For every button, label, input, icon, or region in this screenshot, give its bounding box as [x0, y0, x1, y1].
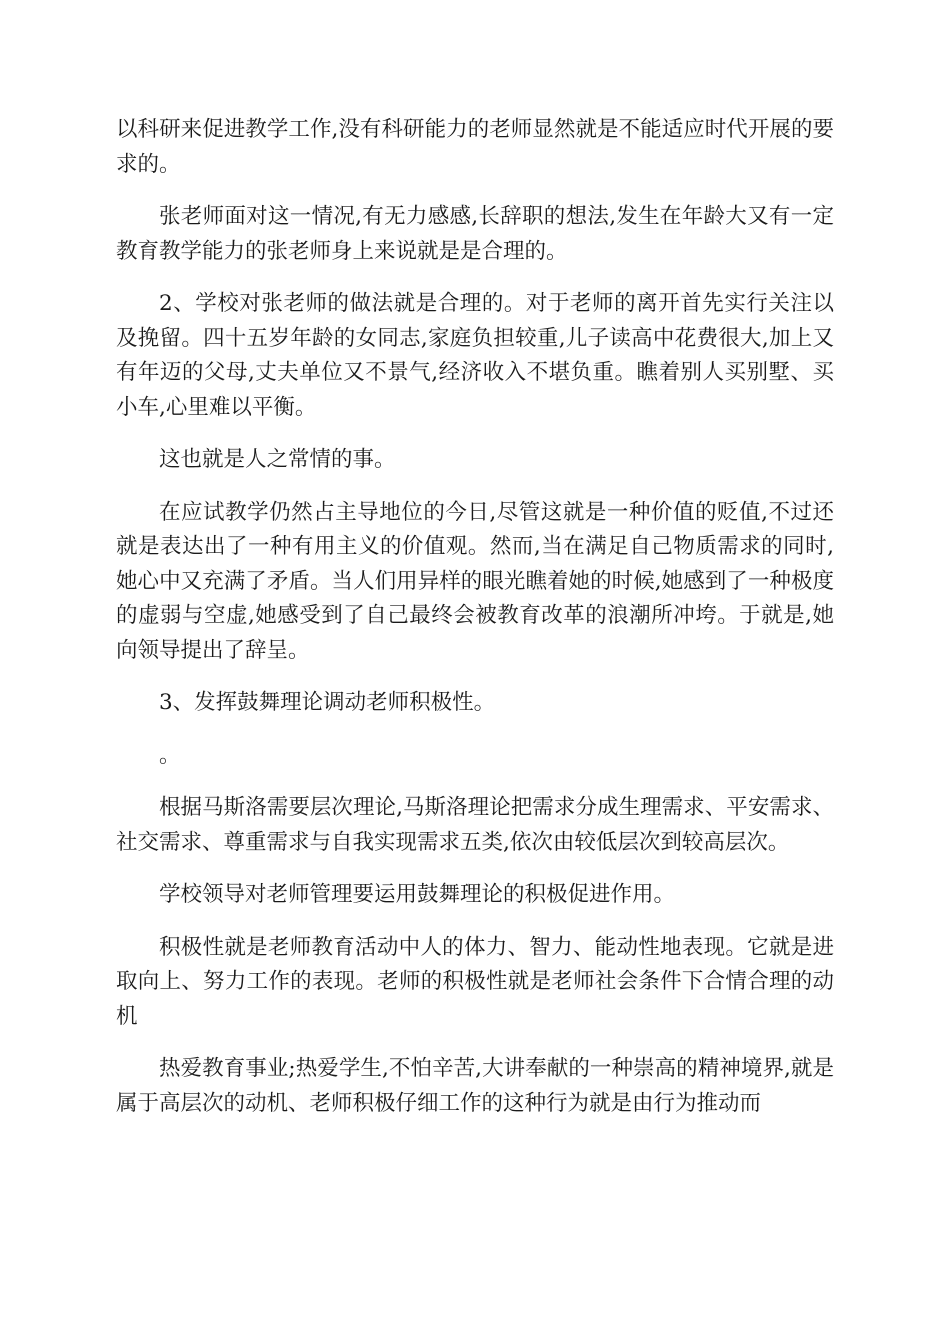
paragraph-9: 学校领导对老师管理要运用鼓舞理论的积极促进作用。 [159, 882, 676, 907]
paragraph-7: 。 [159, 742, 181, 768]
paragraph-11: 热爱教育事业;热爱学生,不怕辛苦,大讲奉献的一种崇高的精神境界,就是属于高层次的动机、老师积极仔细工作的这种行为就是由行为推动而 [116, 1056, 834, 1116]
paragraph-6: 3、发挥鼓舞理论调动老师积极性。 [159, 690, 496, 715]
paragraph-2: 张老师面对这一情况,有无力感感,长辞职的想法,发生在年龄大又有一定教育教学能力的张老师身上来说就是是合理的。 [116, 204, 834, 264]
paragraph-4: 这也就是人之常情的事。 [159, 447, 396, 472]
paragraph-1: 以科研来促进教学工作,没有科研能力的老师显然就是不能适应时代开展的要求的。 [116, 117, 834, 177]
paragraph-10: 积极性就是老师教育活动中人的体力、智力、能动性地表现。它就是进取向上、努力工作的表现。老师的积极性就是老师社会条件下合情合理的动机 [116, 934, 834, 1029]
paragraph-8: 根据马斯洛需要层次理论,马斯洛理论把需求分成生理需求、平安需求、社交需求、尊重需求与自我实现需求五类,依次由较低层次到较高层次。 [116, 795, 834, 855]
paragraph-5: 在应试教学仍然占主导地位的今日,尽管这就是一种价值的贬值,不过还就是表达出了一种有用主义的价值观。然而,当在满足自己物质需求的同时,她心中又充满了矛盾。当人们用异样的眼光瞧着她的时候,她感到了一种极度的虚弱与空虚,她感受到了自己最终会被教育改革的浪潮所冲垮。于就是,她向领导提出了辞呈。 [116, 499, 834, 663]
paragraph-3: 2、学校对张老师的做法就是合理的。对于老师的离开首先实行关注以及挽留。四十五岁年龄的女同志,家庭负担较重,儿子读高中花费很大,加上又有年迈的父母,丈夫单位又不景气,经济收入不堪负重。瞧着别人买别墅、买小车,心里难以平衡。 [116, 291, 834, 420]
document-body [116, 113, 834, 1139]
